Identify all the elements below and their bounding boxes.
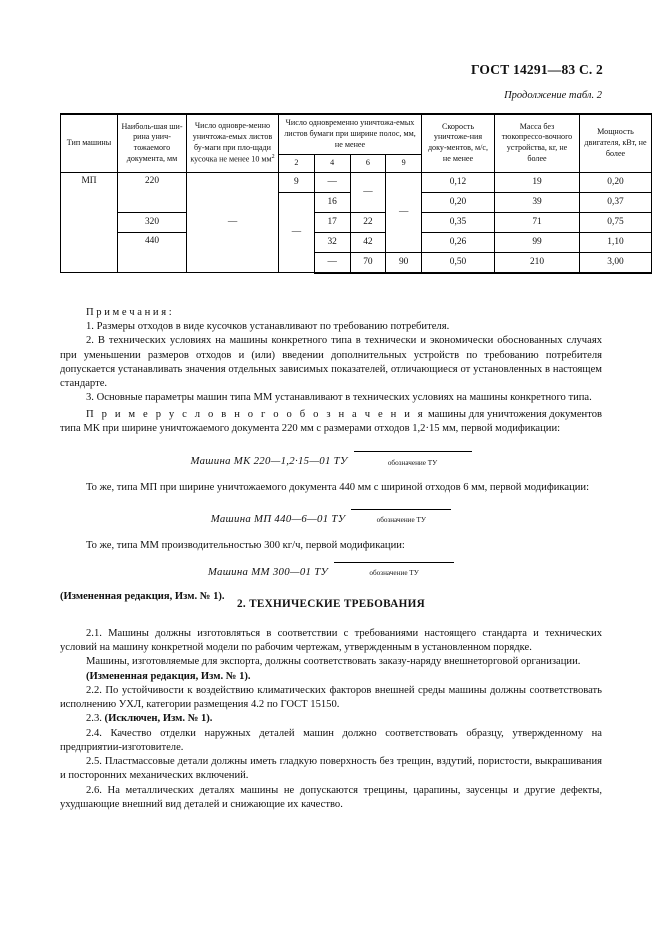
clause-2-1-export: Машины, изготовляемые для экспорта, должны соответствовать заказу-наряду внешнеторговой организации. — [86, 656, 581, 668]
clause-2-6: 2.6. На металлических деталях машины не допускаются трещины, царапины, заусенцы и другие дефекты, ухудшающие внешний вид деталей и снижающие их качество. — [60, 784, 602, 810]
col-header-strips-group: Число одновременно уничтожа-емых листов бумаги при ширине полос, мм, не менее — [279, 114, 422, 154]
clause-2-1: 2.1. Машины должны изготовляться в соответствии с требованиями настоящего стандарта и технических условий на машину конкретной модели по рабочим чертежам, утвержденным в установленном порядке. — [60, 628, 602, 654]
example-line-3: То же, типа ММ производительностью 300 кг/ч, первой модификации: — [86, 539, 405, 551]
table-header-row-1 — [61, 114, 652, 154]
cell-c6-r1: — — [350, 172, 386, 212]
cell-c6-r4: 42 — [350, 232, 386, 252]
designation-line-3 — [60, 554, 602, 580]
designation-text-1: Машина МК 220—1,2·15—01 ТУ — [190, 455, 348, 468]
designation-caption-1: обозначение ТУ — [387, 458, 438, 467]
clause-2-5: 2.5. Пластмассовые детали должны иметь гладкую поверхность без трещин, вздутий, пористости, выкрашивания и посторонних механических включений. — [60, 756, 602, 782]
notes-block — [60, 306, 602, 406]
clause-2-4: 2.4. Качество отделки наружных деталей машин должно соответствовать образцу, утвержденному на предприятии-изготовителе. — [60, 727, 602, 753]
clause-2-2: 2.2. По устойчивости к воздействию климатических факторов внешней среды машины должны соответствовать исполнению УХЛ, категории размещения 4.2 по ГОСТ 15150. — [60, 684, 602, 711]
table-body — [61, 172, 652, 273]
cell-c2-r2: — — [279, 192, 315, 273]
cell-mass-r2: 39 — [495, 192, 580, 212]
cell-speed-r1: 0,12 — [422, 172, 495, 192]
section-body — [60, 627, 602, 812]
running-head: ГОСТ 14291—83 С. 2 — [470, 62, 603, 77]
table-row — [61, 172, 652, 192]
cell-mass-r1: 19 — [495, 172, 580, 192]
cell-c9-r5: 90 — [386, 252, 422, 273]
example-lead-rest: машины для уничтожения документов типа МК при ширине уничтожаемого документа 220 мм с размерами отходов 1,2·15 мм, первой модификации: — [60, 409, 603, 435]
designation-caption-2: обозначение ТУ — [376, 516, 426, 525]
cell-mass-r3: 71 — [495, 212, 580, 232]
cell-width-440: 440 — [118, 232, 187, 273]
col-header-strip-9: 9 — [386, 154, 422, 172]
cell-mass-r5: 210 — [495, 252, 580, 273]
section-revision-note: (Измененная редакция, Изм. № 1). — [86, 670, 251, 682]
col-header-mass: Масса без тюкопрессо-вочного устройства, кг, не более — [495, 114, 580, 172]
cell-c2-r1: 9 — [279, 172, 315, 192]
example-revision-note: (Измененная редакция, Изм. № 1). — [60, 591, 225, 603]
clause-2-3 — [60, 712, 602, 726]
section-heading: 2. ТЕХНИЧЕСКИЕ ТРЕБОВАНИЯ — [236, 598, 426, 610]
designation-caption-3: обозначение ТУ — [369, 569, 419, 578]
cell-width-220: 220 — [118, 172, 187, 212]
note-item-2: 2. В технических условиях на машины конкретного типа в технически и экономически обоснованных случаях при уменьшении размеров отходов и (или) введении дополнительных устройств по требованию потребителя допускается устанавливать значения отдельных зависимых показателей, отличающиеся от установленных в настоящем стандарте. — [60, 335, 602, 390]
designation-rule-2 — [345, 501, 451, 526]
col-header-speed: Скорость уничтоже-ния доку-ментов, м/с, не менее — [422, 114, 495, 172]
rule-line — [351, 502, 451, 511]
cell-c4-r1: — — [314, 172, 350, 192]
table-row — [61, 212, 652, 232]
designation-line-1 — [60, 443, 602, 469]
col-header-strip-2: 2 — [279, 154, 315, 172]
cell-c6-r3: 22 — [350, 212, 386, 232]
cell-c4-r4: 32 — [314, 232, 350, 252]
designation-rule-3 — [328, 554, 454, 579]
cell-power-r4: 1,10 — [580, 232, 652, 252]
example-line-2: То же, типа МП при ширине уничтожаемого документа 440 мм с шириной отходов 6 мм, первой модификации: — [86, 481, 590, 493]
cell-c4-r5: — — [314, 252, 350, 273]
designation-text-2: Машина МП 440—6—01 ТУ — [210, 513, 346, 526]
cell-power-r3: 0,75 — [580, 212, 652, 232]
table-row — [61, 232, 652, 252]
col-header-power: Мощность двигателя, кВт, не более — [580, 114, 652, 172]
designation-text-3: Машина ММ 300—01 ТУ — [207, 566, 329, 579]
col-header-sheets-area-text: Число одновре-менно уничтожа-емых листов бу-маги при пло-щади кусочка не менее 10 мм — [190, 120, 273, 165]
table-continuation-label: Продолжение табл. 2 — [504, 90, 602, 101]
example-lead-spaced: П р и м е р у с л о в н о г о о б о з н а ч е н и я — [86, 409, 426, 420]
cell-mass-r4: 99 — [495, 232, 580, 252]
specification-table-wrapper — [60, 113, 647, 274]
example-block — [60, 408, 602, 605]
note-item-1: 1. Размеры отходов в виде кусочков устанавливают по требованию потребителя. — [86, 321, 450, 333]
cell-c6-r5: 70 — [350, 252, 386, 273]
designation-line-2 — [60, 501, 602, 527]
col-header-sheets-area-sup: 2 — [271, 154, 275, 161]
col-header-width: Наиболь-шая ши-рина унич-тожаемого документа, мм — [118, 114, 187, 172]
clause-2-3-number: 2.3. — [86, 713, 105, 725]
col-header-sheets-area — [187, 114, 279, 172]
col-header-strip-6: 6 — [350, 154, 386, 172]
cell-speed-r2: 0,20 — [422, 192, 495, 212]
cell-c4-r2: 16 — [314, 192, 350, 212]
cell-speed-r4: 0,26 — [422, 232, 495, 252]
rule-line — [354, 444, 472, 453]
col-header-type: Тип машины — [61, 114, 118, 172]
notes-title: П р и м е ч а н и я : — [86, 307, 172, 318]
cell-type: МП — [61, 172, 118, 273]
cell-power-r5: 3,00 — [580, 252, 652, 273]
cell-width-320: 320 — [118, 212, 187, 232]
col-header-strip-4: 4 — [314, 154, 350, 172]
example-lead — [60, 408, 602, 436]
cell-c9-r1: — — [386, 172, 422, 252]
specification-table — [60, 113, 652, 274]
cell-speed-r5: 0,50 — [422, 252, 495, 273]
note-item-3: 3. Основные параметры машин типа ММ устанавливают в технических условиях на машины конкретного типа. — [86, 392, 592, 404]
cell-speed-r3: 0,35 — [422, 212, 495, 232]
table-head — [61, 114, 652, 172]
cell-power-r1: 0,20 — [580, 172, 652, 192]
clause-2-3-bold: (Исключен, Изм. № 1). — [104, 713, 213, 725]
cell-power-r2: 0,37 — [580, 192, 652, 212]
cell-sheets-area-dash: — — [187, 172, 279, 273]
designation-rule-1 — [348, 443, 472, 468]
cell-c4-r3: 17 — [314, 212, 350, 232]
rule-line — [334, 554, 454, 563]
